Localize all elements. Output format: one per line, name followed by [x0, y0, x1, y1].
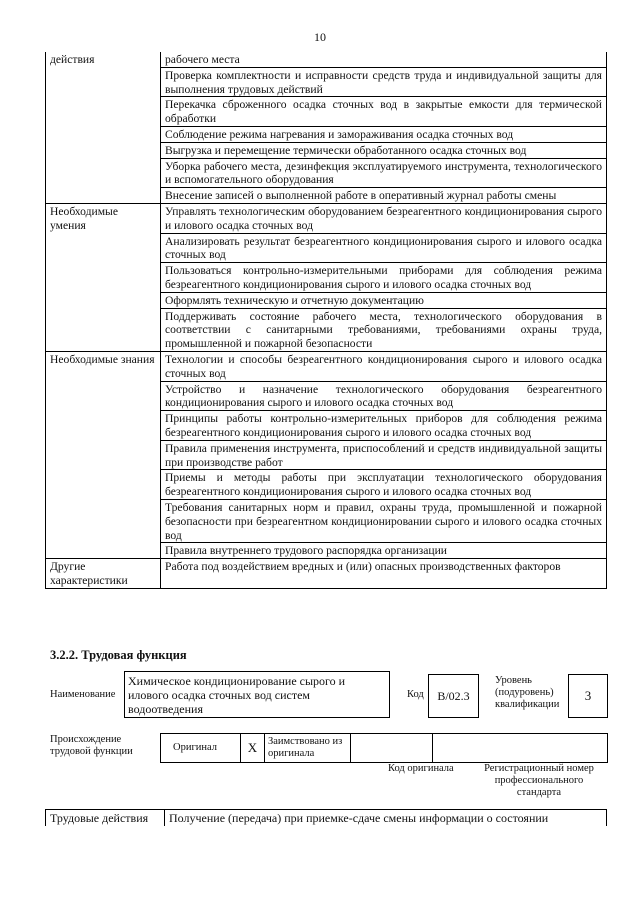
reg-number-cell: [433, 734, 607, 762]
reg-number-label: Регистрационный номер профессионального стандарта: [484, 763, 594, 798]
table-row: [46, 810, 607, 827]
row-item: Правила внутреннего трудового распорядка организации: [161, 543, 607, 559]
level-label: Уровень (подуровень) квалификации: [495, 675, 560, 710]
row-item: Управлять технологическим оборудованием безреагентного кондиционирования сырого и илового осадка сточных вод: [161, 203, 607, 233]
table-row: [46, 203, 607, 233]
row-item: Устройство и назначение технологического оборудования безреагентного кондиционирования сырого и илового осадка сточных вод: [161, 381, 607, 411]
origin-label: Происхождение трудовой функции: [50, 734, 133, 757]
table-row: [46, 559, 607, 589]
code-value: В/02.3: [428, 674, 479, 718]
page-number: 10: [314, 30, 326, 44]
table-row: [46, 52, 607, 67]
original-label: Оригинал: [161, 734, 241, 762]
labor-actions-table: [45, 809, 607, 826]
code-original-label: Код оригинала: [388, 763, 454, 774]
row-item: Перекачка сброженного осадка сточных вод в закрытые емкости для термической обработки: [161, 97, 607, 127]
row-item: Выгрузка и перемещение термически обработанного осадка сточных вод: [161, 142, 607, 158]
row-group-label: действия: [46, 52, 161, 203]
row-item: Технологии и способы безреагентного кондиционирования сырого и илового осадка сточных вод: [161, 351, 607, 381]
origin-row: [160, 733, 608, 763]
row-item: Соблюдение режима нагревания и замораживания осадка сточных вод: [161, 126, 607, 142]
row-item: Принципы работы контрольно-измерительных приборов для соблюдения режима безреагентного кондиционирования сырого и илового осадка сточных вод: [161, 411, 607, 441]
row-item: Требования санитарных норм и правил, охраны труда, промышленной и пожарной безопасности при безреагентном кондиционировании сырого и илового осадка сточных вод: [161, 499, 607, 542]
borrowed-label: Заимствовано из оригинала: [265, 734, 351, 762]
row-text: Получение (передача) при приемке-сдаче смены информации о состоянии: [165, 810, 607, 827]
section-title: 3.2.2. Трудовая функция: [50, 648, 187, 662]
level-value: 3: [568, 674, 608, 718]
row-item: Внесение записей о выполненной работе в оперативный журнал работы смены: [161, 188, 607, 204]
row-item: Проверка комплектности и исправности средств труда и индивидуальной защиты для выполнения трудовых действий: [161, 67, 607, 97]
row-item: рабочего места: [161, 52, 607, 67]
original-mark: X: [241, 734, 265, 762]
row-item: Уборка рабочего места, дезинфекция эксплуатируемого инструмента, технологического и вспомогательного оборудования: [161, 158, 607, 188]
requirements-table: [45, 52, 607, 589]
row-item: Правила применения инструмента, приспособлений и средств индивидуальной защиты при производстве работ: [161, 440, 607, 470]
row-item: Работа под воздействием вредных и (или) опасных производственных факторов: [161, 559, 607, 589]
row-group-label: Необходимые знания: [46, 351, 161, 558]
row-label: Трудовые действия: [46, 810, 165, 827]
row-item: Анализировать результат безреагентного кондиционирования сырого и илового осадка сточных вод: [161, 233, 607, 263]
row-item: Поддерживать состояние рабочего места, технологического оборудования в соответствии с санитарными требованиями, требованиями охраны труда, промышленной и пожарной безопасности: [161, 308, 607, 351]
name-label: Наименование: [50, 689, 116, 700]
table-row: [46, 351, 607, 381]
row-group-label: Необходимые умения: [46, 203, 161, 351]
function-name-value: Химическое кондиционирование сырого и илового осадка сточных вод систем водоотведения: [124, 671, 390, 718]
code-label: Код: [407, 689, 424, 700]
row-item: Приемы и методы работы при эксплуатации технологического оборудования безреагентного кондиционирования сырого и илового осадка сточных вод: [161, 470, 607, 500]
row-group-label: Другие характеристики: [46, 559, 161, 589]
row-item: Оформлять техническую и отчетную документацию: [161, 292, 607, 308]
code-original-cell: [351, 734, 433, 762]
row-item: Пользоваться контрольно-измерительными приборами для соблюдения режима безреагентного кондиционирования сырого и илового осадка сточных вод: [161, 263, 607, 293]
